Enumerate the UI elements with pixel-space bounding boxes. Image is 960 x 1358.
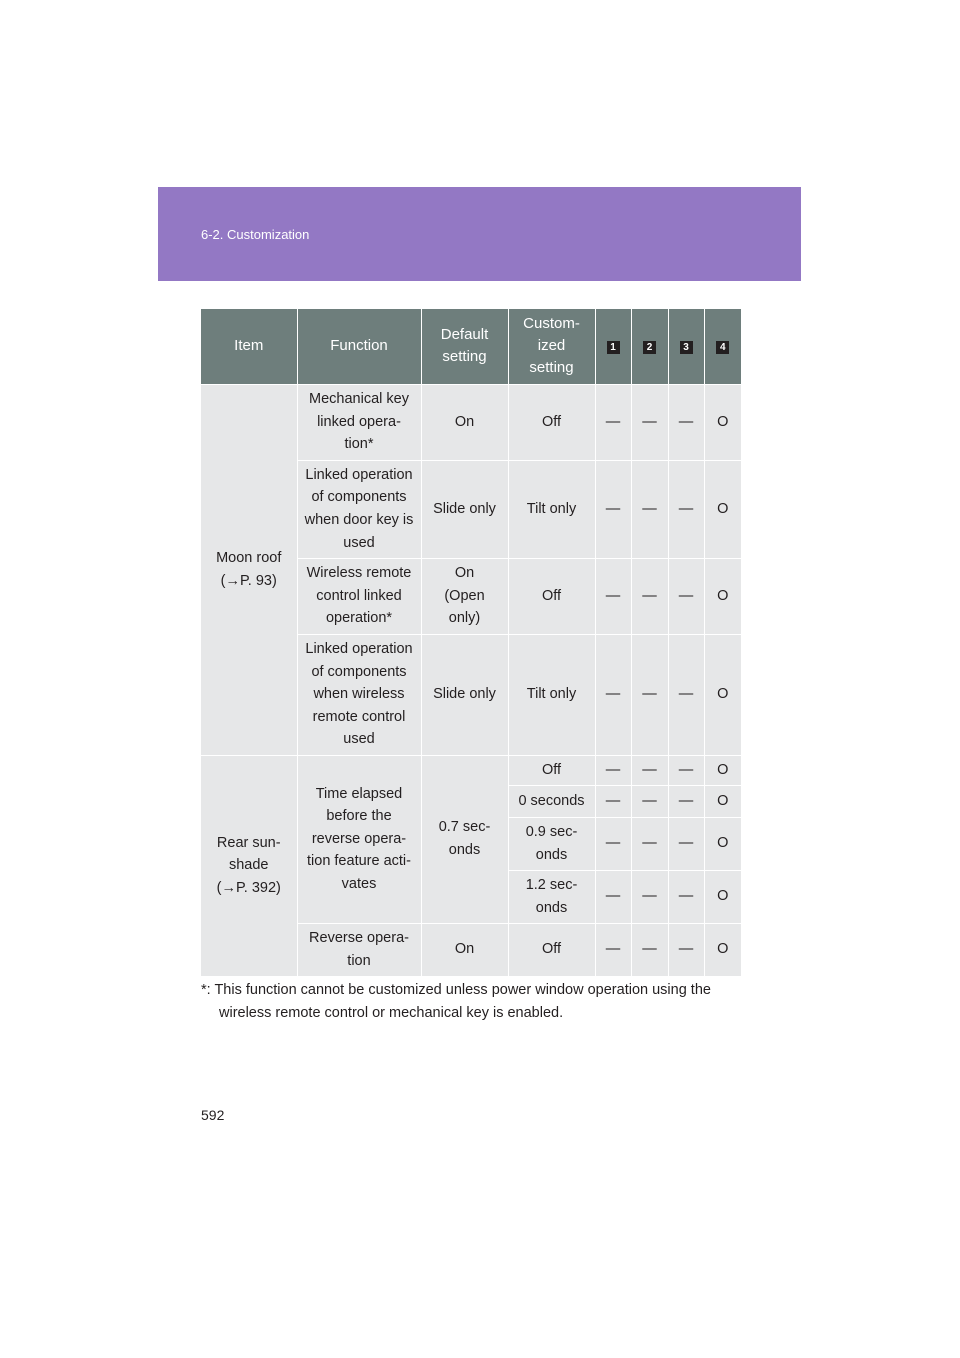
customized-line: Off — [541, 413, 562, 430]
function-line: of components — [311, 489, 407, 506]
mark-cell-3: — — [668, 755, 704, 785]
col-header-customized — [508, 309, 595, 384]
number-badge-3: 3 — [680, 341, 693, 354]
mark-cell-1: — — [595, 817, 631, 870]
function-line: tion feature acti- — [307, 853, 411, 870]
number-badge-4: 4 — [716, 341, 729, 354]
customized-cell — [508, 817, 595, 870]
function-line: used — [343, 731, 375, 748]
function-line: when door key is — [304, 512, 414, 528]
customized-line: 1.2 sec- — [525, 876, 578, 893]
customized-cell — [508, 558, 595, 634]
function-line: reverse opera- — [311, 830, 407, 847]
function-cell — [297, 634, 421, 755]
col-header-function: Function — [297, 309, 421, 384]
item-page-ref: (→P. 392) — [216, 879, 281, 896]
customized-cell — [508, 460, 595, 558]
function-line: Linked operation — [305, 466, 413, 483]
default-line: only) — [448, 610, 481, 627]
customized-line: 0 seconds — [518, 792, 585, 809]
default-cell — [421, 923, 508, 976]
mark-cell-3: — — [668, 923, 704, 976]
col-header-customized-line: ized — [537, 337, 566, 355]
customized-line: 0.9 sec- — [525, 823, 578, 840]
default-line: On — [454, 565, 475, 582]
mark-cell-4: O — [704, 923, 741, 976]
table-header-row — [201, 309, 741, 384]
function-line: tion* — [344, 436, 374, 453]
function-line: control linked — [316, 587, 402, 604]
function-line: of components — [311, 663, 407, 680]
mark-cell-2: — — [631, 923, 668, 976]
default-cell — [421, 558, 508, 634]
function-cell — [297, 460, 421, 558]
function-line: remote control — [312, 708, 406, 725]
mark-cell-2: — — [631, 870, 668, 923]
customized-cell — [508, 785, 595, 817]
number-badge-2: 2 — [643, 341, 656, 354]
customized-cell — [508, 923, 595, 976]
mark-cell-3: — — [668, 634, 704, 755]
number-badge-1: 1 — [607, 341, 620, 354]
customized-line: Off — [541, 761, 562, 778]
col-header-2 — [631, 309, 668, 384]
mark-cell-1: — — [595, 870, 631, 923]
table-row — [201, 755, 741, 785]
customized-cell — [508, 384, 595, 460]
default-line: On — [454, 413, 475, 430]
mark-cell-3: — — [668, 384, 704, 460]
mark-cell-1: — — [595, 785, 631, 817]
item-line: Moon roof — [216, 549, 282, 566]
item-page-ref: (→P. 93) — [220, 572, 277, 589]
default-line: onds — [448, 842, 481, 858]
mark-cell-4: O — [704, 460, 741, 558]
function-cell — [297, 755, 421, 923]
col-header-default-line: setting — [442, 348, 487, 366]
mark-cell-4: O — [704, 634, 741, 755]
item-rear-sunshade — [201, 755, 297, 976]
mark-cell-1: — — [595, 384, 631, 460]
default-line: Slide only — [433, 500, 496, 517]
mark-cell-2: — — [631, 558, 668, 634]
col-header-1 — [595, 309, 631, 384]
default-cell — [421, 384, 508, 460]
customized-line: Off — [541, 941, 562, 958]
customized-line: Tilt only — [526, 500, 577, 517]
item-line: shade — [228, 857, 269, 874]
customized-cell — [508, 870, 595, 923]
customized-line: onds — [535, 899, 568, 916]
default-line: 0.7 sec- — [438, 819, 491, 836]
mark-cell-2: — — [631, 384, 668, 460]
function-line: Linked operation — [305, 641, 413, 658]
mark-cell-2: — — [631, 755, 668, 785]
function-line: vates — [341, 875, 377, 892]
mark-cell-3: — — [668, 817, 704, 870]
table-row — [201, 384, 741, 460]
mark-cell-2: — — [631, 634, 668, 755]
item-moon-roof — [201, 384, 297, 755]
mark-cell-3: — — [668, 870, 704, 923]
mark-cell-4: O — [704, 755, 741, 785]
col-header-4 — [704, 309, 741, 384]
col-header-default — [421, 309, 508, 384]
function-line: tion — [347, 952, 371, 969]
mark-cell-1: — — [595, 558, 631, 634]
function-line: operation* — [325, 610, 393, 627]
default-line: Slide only — [433, 686, 496, 703]
col-header-default-line: Default — [440, 326, 489, 344]
item-line: Rear sun- — [216, 834, 281, 851]
function-cell — [297, 558, 421, 634]
footnote-line: *: This function cannot be customized unless power window operation using the — [201, 982, 711, 998]
col-header-3 — [668, 309, 704, 384]
mark-cell-1: — — [595, 634, 631, 755]
customized-line: Off — [541, 587, 562, 604]
mark-cell-3: — — [668, 460, 704, 558]
footnote — [201, 979, 741, 1024]
function-cell — [297, 923, 421, 976]
mark-cell-2: — — [631, 460, 668, 558]
mark-cell-3: — — [668, 558, 704, 634]
mark-cell-1: — — [595, 460, 631, 558]
customization-table — [201, 309, 741, 977]
function-line: Wireless remote — [306, 565, 412, 582]
default-line: On — [454, 941, 475, 958]
mark-cell-4: O — [704, 785, 741, 817]
function-line: used — [343, 534, 375, 551]
mark-cell-1: — — [595, 923, 631, 976]
default-cell — [421, 460, 508, 558]
section-label: 6-2. Customization — [201, 227, 310, 242]
function-line: Time elapsed — [315, 785, 403, 802]
col-header-customized-line: Custom- — [523, 315, 580, 333]
page-number: 592 — [201, 1107, 225, 1123]
mark-cell-2: — — [631, 785, 668, 817]
mark-cell-2: — — [631, 817, 668, 870]
customized-cell — [508, 755, 595, 785]
default-line: (Open — [444, 587, 485, 604]
mark-cell-4: O — [704, 558, 741, 634]
mark-cell-4: O — [704, 384, 741, 460]
default-cell — [421, 634, 508, 755]
function-line: before the — [326, 808, 392, 825]
footnote-line: wireless remote control or mechanical key is enabled. — [219, 1004, 564, 1021]
col-header-customized-line: setting — [529, 359, 574, 377]
function-line: when wireless — [313, 686, 405, 703]
section-header — [158, 187, 801, 281]
mark-cell-1: — — [595, 755, 631, 785]
function-cell — [297, 384, 421, 460]
function-line: Reverse opera- — [309, 929, 409, 946]
mark-cell-4: O — [704, 817, 741, 870]
customized-line: onds — [535, 846, 568, 863]
col-header-item: Item — [201, 309, 297, 384]
function-line: Mechanical key — [309, 391, 409, 408]
mark-cell-3: — — [668, 785, 704, 817]
customized-line: Tilt only — [526, 686, 577, 703]
function-line: linked opera- — [317, 413, 401, 430]
mark-cell-4: O — [704, 870, 741, 923]
customized-cell — [508, 634, 595, 755]
default-cell — [421, 755, 508, 923]
